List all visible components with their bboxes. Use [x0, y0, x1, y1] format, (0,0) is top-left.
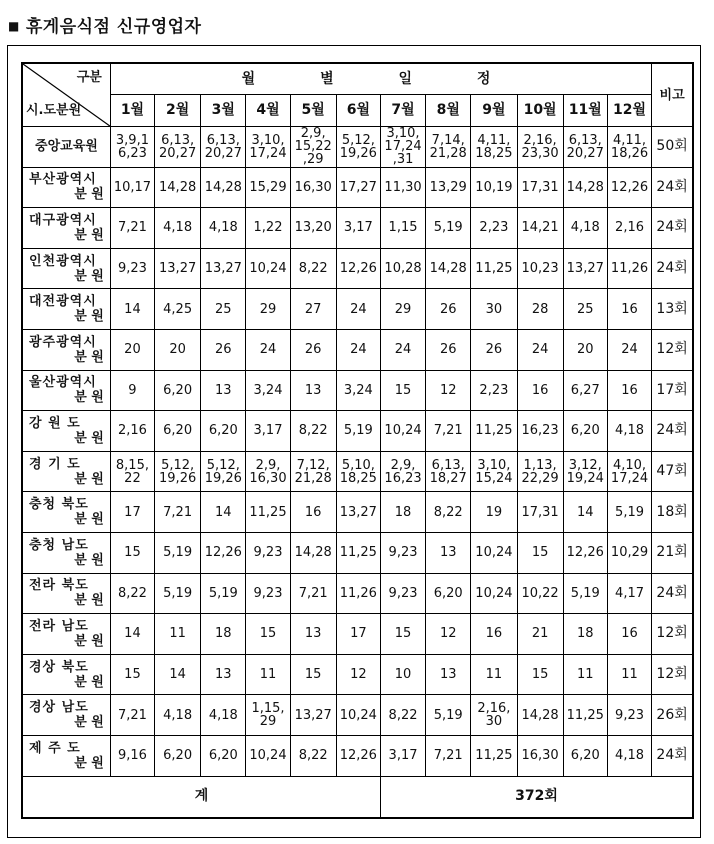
date-cell: 3,10, 17,24 ,31 — [380, 127, 425, 168]
region-suffix: 분 원 — [74, 755, 104, 771]
region-name: 부산광역시 — [29, 172, 97, 188]
date-cell: 18 — [201, 614, 246, 655]
month-header: 12월 — [607, 95, 651, 127]
date-cell: 11 — [246, 654, 290, 695]
date-cell: 2,9, 16,30 — [246, 451, 290, 492]
date-cell: 2,16, 30 — [471, 695, 517, 736]
table-row — [22, 614, 693, 655]
date-cell: 1,13, 22,29 — [517, 451, 563, 492]
date-cell: 13 — [290, 614, 336, 655]
date-cell: 30 — [471, 289, 517, 330]
date-cell: 14 — [110, 614, 154, 655]
date-cell: 8,22 — [290, 735, 336, 776]
month-header: 9월 — [471, 95, 517, 127]
region-cell — [22, 735, 110, 776]
note-cell: 50회 — [652, 127, 693, 168]
region-name: 경상 남도 — [29, 700, 89, 716]
date-cell: 7,12, 21,28 — [290, 451, 336, 492]
date-cell: 9,16 — [110, 735, 154, 776]
date-cell: 10,24 — [246, 735, 290, 776]
date-cell: 4,18 — [155, 208, 201, 249]
date-cell: 12,26 — [201, 532, 246, 573]
date-cell: 12 — [336, 654, 380, 695]
date-cell: 10,22 — [517, 573, 563, 614]
square-bullet-icon: ■ — [8, 19, 20, 33]
date-cell: 13 — [290, 370, 336, 411]
region-name: 인천광역시 — [29, 253, 97, 269]
date-cell: 11,26 — [336, 573, 380, 614]
date-cell: 29 — [246, 289, 290, 330]
date-cell: 3,9,1 6,23 — [110, 127, 154, 168]
date-cell: 2,16, 23,30 — [517, 127, 563, 168]
date-cell: 14,28 — [426, 248, 471, 289]
date-cell: 8,22 — [290, 411, 336, 452]
date-cell: 25 — [201, 289, 246, 330]
table-body — [22, 127, 693, 777]
date-cell: 6,20 — [155, 370, 201, 411]
date-cell: 6,13, 18,27 — [426, 451, 471, 492]
date-cell: 16 — [471, 614, 517, 655]
date-cell: 10,17 — [110, 167, 154, 208]
region-name: 충청 남도 — [29, 537, 89, 553]
date-cell: 8,22 — [426, 492, 471, 533]
date-cell: 11 — [607, 654, 651, 695]
date-cell: 14 — [201, 492, 246, 533]
date-cell: 14 — [110, 289, 154, 330]
table-row — [22, 695, 693, 736]
date-cell: 6,13, 20,27 — [201, 127, 246, 168]
month-header: 2월 — [155, 95, 201, 127]
note-cell: 21회 — [652, 532, 693, 573]
date-cell: 13 — [201, 370, 246, 411]
date-cell: 16 — [607, 614, 651, 655]
date-cell: 16 — [517, 370, 563, 411]
date-cell: 6,20 — [563, 735, 607, 776]
table-row — [22, 127, 693, 168]
date-cell: 24 — [380, 329, 425, 370]
date-cell: 3,24 — [246, 370, 290, 411]
date-cell: 3,10, 17,24 — [246, 127, 290, 168]
date-cell: 14,21 — [517, 208, 563, 249]
region-suffix: 분 원 — [74, 349, 104, 365]
date-cell: 6,20 — [155, 411, 201, 452]
corner-bottom-label: 시.도분원 — [26, 103, 82, 118]
date-cell: 12,26 — [563, 532, 607, 573]
date-cell: 4,18 — [201, 695, 246, 736]
date-cell: 10 — [380, 654, 425, 695]
date-cell: 26 — [426, 329, 471, 370]
date-cell: 13 — [426, 532, 471, 573]
region-name: 경상 북도 — [29, 659, 89, 675]
date-cell: 8,15, 22 — [110, 451, 154, 492]
date-cell: 11 — [155, 614, 201, 655]
date-cell: 12 — [426, 370, 471, 411]
region-cell — [22, 329, 110, 370]
date-cell: 2,16 — [110, 411, 154, 452]
date-cell: 4,18 — [563, 208, 607, 249]
date-cell: 9,23 — [380, 532, 425, 573]
date-cell: 5,19 — [426, 208, 471, 249]
note-cell: 13회 — [652, 289, 693, 330]
date-cell: 14,28 — [201, 167, 246, 208]
region-name: 충청 북도 — [29, 497, 89, 513]
region-name: 강 원 도 — [29, 415, 81, 431]
date-cell: 13,29 — [426, 167, 471, 208]
region-name: 대전광역시 — [29, 294, 97, 310]
date-cell: 14,28 — [290, 532, 336, 573]
region-suffix: 분 원 — [74, 309, 104, 325]
table-row — [22, 735, 693, 776]
date-cell: 9 — [110, 370, 154, 411]
date-cell: 10,24 — [246, 248, 290, 289]
date-cell: 2,23 — [471, 208, 517, 249]
date-cell: 17 — [336, 614, 380, 655]
date-cell: 5,12, 19,26 — [201, 451, 246, 492]
date-cell: 17,31 — [517, 167, 563, 208]
date-cell: 24 — [517, 329, 563, 370]
date-cell: 14 — [563, 492, 607, 533]
date-cell: 24 — [336, 329, 380, 370]
date-cell: 7,21 — [110, 208, 154, 249]
date-cell: 24 — [336, 289, 380, 330]
date-cell: 16,30 — [290, 167, 336, 208]
date-cell: 5,19 — [426, 695, 471, 736]
date-cell: 4,18 — [201, 208, 246, 249]
date-cell: 15 — [110, 532, 154, 573]
region-cell — [22, 127, 110, 168]
table-row — [22, 289, 693, 330]
note-cell: 12회 — [652, 614, 693, 655]
month-header: 11월 — [563, 95, 607, 127]
note-cell: 24회 — [652, 735, 693, 776]
date-cell: 4,10, 17,24 — [607, 451, 651, 492]
date-cell: 13,27 — [336, 492, 380, 533]
date-cell: 13 — [201, 654, 246, 695]
month-header: 6월 — [336, 95, 380, 127]
date-cell: 16 — [290, 492, 336, 533]
date-cell: 1,22 — [246, 208, 290, 249]
date-cell: 3,17 — [380, 735, 425, 776]
region-cell — [22, 411, 110, 452]
region-suffix: 분 원 — [74, 187, 104, 203]
region-suffix: 분 원 — [74, 593, 104, 609]
date-cell: 10,24 — [336, 695, 380, 736]
date-cell: 6,13, 20,27 — [155, 127, 201, 168]
date-cell: 16,23 — [517, 411, 563, 452]
note-cell: 26회 — [652, 695, 693, 736]
note-cell: 12회 — [652, 654, 693, 695]
date-cell: 9,23 — [380, 573, 425, 614]
date-cell: 12,26 — [336, 735, 380, 776]
date-cell: 24 — [607, 329, 651, 370]
date-cell: 19 — [471, 492, 517, 533]
region-name: 제 주 도 — [29, 740, 81, 756]
date-cell: 7,21 — [110, 695, 154, 736]
date-cell: 2,16 — [607, 208, 651, 249]
date-cell: 10,19 — [471, 167, 517, 208]
date-cell: 3,17 — [336, 208, 380, 249]
table-row — [22, 451, 693, 492]
region-cell — [22, 532, 110, 573]
region-suffix: 분 원 — [74, 471, 104, 487]
region-cell — [22, 248, 110, 289]
note-cell: 18회 — [652, 492, 693, 533]
date-cell: 24 — [246, 329, 290, 370]
table-row — [22, 654, 693, 695]
region-suffix: 분 원 — [74, 227, 104, 243]
date-cell: 18 — [380, 492, 425, 533]
date-cell: 10,29 — [607, 532, 651, 573]
date-cell: 6,13, 20,27 — [563, 127, 607, 168]
region-cell — [22, 695, 110, 736]
date-cell: 3,12, 19,24 — [563, 451, 607, 492]
date-cell: 4,18 — [607, 735, 651, 776]
date-cell: 8,22 — [110, 573, 154, 614]
note-cell: 17회 — [652, 370, 693, 411]
date-cell: 8,22 — [380, 695, 425, 736]
table-row — [22, 248, 693, 289]
month-header: 5월 — [290, 95, 336, 127]
date-cell: 15 — [380, 614, 425, 655]
date-cell: 11,25 — [471, 411, 517, 452]
region-suffix: 분 원 — [74, 512, 104, 528]
date-cell: 6,20 — [426, 573, 471, 614]
region-suffix: 분 원 — [74, 633, 104, 649]
date-cell: 10,24 — [471, 573, 517, 614]
date-cell: 7,21 — [155, 492, 201, 533]
date-cell: 16,30 — [517, 735, 563, 776]
date-cell: 5,19 — [201, 573, 246, 614]
date-cell: 13,20 — [290, 208, 336, 249]
date-cell: 11,30 — [380, 167, 425, 208]
date-cell: 6,20 — [155, 735, 201, 776]
date-cell: 2,23 — [471, 370, 517, 411]
date-cell: 4,11, 18,26 — [607, 127, 651, 168]
date-cell: 14 — [155, 654, 201, 695]
total-value: 372회 — [380, 776, 693, 818]
date-cell: 12,26 — [336, 248, 380, 289]
monthly-schedule-header: 월 별 일 정 — [110, 63, 651, 95]
table-row — [22, 492, 693, 533]
table-row — [22, 167, 693, 208]
region-suffix: 분 원 — [74, 390, 104, 406]
month-header: 3월 — [201, 95, 246, 127]
date-cell: 6,20 — [563, 411, 607, 452]
date-cell: 4,11, 18,25 — [471, 127, 517, 168]
month-header-row — [22, 95, 693, 127]
note-cell: 24회 — [652, 248, 693, 289]
date-cell: 20 — [563, 329, 607, 370]
date-cell: 15,29 — [246, 167, 290, 208]
region-name: 전라 남도 — [29, 618, 89, 634]
date-cell: 25 — [563, 289, 607, 330]
date-cell: 15 — [380, 370, 425, 411]
region-cell — [22, 370, 110, 411]
month-header: 10월 — [517, 95, 563, 127]
region-name: 광주광역시 — [29, 334, 97, 350]
date-cell: 20 — [155, 329, 201, 370]
date-cell: 5,12, 19,26 — [155, 451, 201, 492]
region-name: 경 기 도 — [29, 456, 81, 472]
note-cell: 24회 — [652, 167, 693, 208]
date-cell: 5,19 — [336, 411, 380, 452]
date-cell: 14,28 — [517, 695, 563, 736]
date-cell: 11,25 — [471, 735, 517, 776]
date-cell: 9,23 — [110, 248, 154, 289]
date-cell: 3,24 — [336, 370, 380, 411]
date-cell: 5,12, 19,26 — [336, 127, 380, 168]
date-cell: 9,23 — [246, 532, 290, 573]
date-cell: 29 — [380, 289, 425, 330]
date-cell: 21 — [517, 614, 563, 655]
date-cell: 15 — [246, 614, 290, 655]
region-suffix: 분 원 — [74, 552, 104, 568]
date-cell: 3,10, 15,24 — [471, 451, 517, 492]
date-cell: 26 — [471, 329, 517, 370]
month-header: 7월 — [380, 95, 425, 127]
page-title-text: 휴게음식점 신규영업자 — [25, 17, 202, 37]
date-cell: 26 — [290, 329, 336, 370]
date-cell: 11,25 — [246, 492, 290, 533]
date-cell: 4,18 — [607, 411, 651, 452]
date-cell: 2,9, 15,22 ,29 — [290, 127, 336, 168]
region-cell — [22, 167, 110, 208]
date-cell: 5,19 — [563, 573, 607, 614]
date-cell: 10,23 — [517, 248, 563, 289]
total-label: 계 — [22, 776, 380, 818]
date-cell: 11 — [471, 654, 517, 695]
date-cell: 9,23 — [246, 573, 290, 614]
date-cell: 15 — [290, 654, 336, 695]
date-cell: 13,27 — [155, 248, 201, 289]
date-cell: 26 — [426, 289, 471, 330]
date-cell: 1,15, 29 — [246, 695, 290, 736]
date-cell: 10,24 — [380, 411, 425, 452]
table-row — [22, 208, 693, 249]
table-row — [22, 370, 693, 411]
region-name: 중앙교육원 — [35, 139, 98, 155]
date-cell: 4,17 — [607, 573, 651, 614]
date-cell: 17,27 — [336, 167, 380, 208]
note-cell: 12회 — [652, 329, 693, 370]
date-cell: 27 — [290, 289, 336, 330]
region-suffix: 분 원 — [74, 674, 104, 690]
date-cell: 7,14, 21,28 — [426, 127, 471, 168]
date-cell: 6,20 — [201, 411, 246, 452]
table-row — [22, 532, 693, 573]
date-cell: 12,26 — [607, 167, 651, 208]
region-cell — [22, 492, 110, 533]
region-cell — [22, 573, 110, 614]
date-cell: 15 — [517, 532, 563, 573]
date-cell: 16 — [607, 289, 651, 330]
schedule-table — [21, 62, 694, 819]
region-suffix: 분 원 — [74, 715, 104, 731]
date-cell: 14,28 — [563, 167, 607, 208]
region-name: 대구광역시 — [29, 212, 97, 228]
date-cell: 26 — [201, 329, 246, 370]
total-row — [22, 776, 693, 818]
date-cell: 2,9, 16,23 — [380, 451, 425, 492]
month-header: 1월 — [110, 95, 154, 127]
note-cell: 24회 — [652, 208, 693, 249]
note-cell: 47회 — [652, 451, 693, 492]
date-cell: 17 — [110, 492, 154, 533]
date-cell: 11,25 — [563, 695, 607, 736]
date-cell: 7,21 — [290, 573, 336, 614]
corner-top-label: 구분 — [76, 70, 102, 85]
date-cell: 1,15 — [380, 208, 425, 249]
table-row — [22, 573, 693, 614]
region-cell — [22, 654, 110, 695]
note-cell: 24회 — [652, 411, 693, 452]
date-cell: 5,19 — [155, 532, 201, 573]
region-cell — [22, 208, 110, 249]
note-header: 비고 — [652, 63, 693, 127]
date-cell: 11,25 — [471, 248, 517, 289]
date-cell: 13,27 — [201, 248, 246, 289]
date-cell: 13 — [426, 654, 471, 695]
date-cell: 8,22 — [290, 248, 336, 289]
date-cell: 15 — [517, 654, 563, 695]
date-cell: 15 — [110, 654, 154, 695]
date-cell: 7,21 — [426, 411, 471, 452]
date-cell: 14,28 — [155, 167, 201, 208]
date-cell: 5,10, 18,25 — [336, 451, 380, 492]
region-suffix: 분 원 — [74, 430, 104, 446]
corner-header — [22, 63, 110, 127]
region-name: 울산광역시 — [29, 375, 97, 391]
region-name: 전라 북도 — [29, 578, 89, 594]
month-header: 8월 — [426, 95, 471, 127]
date-cell: 17,31 — [517, 492, 563, 533]
region-cell — [22, 451, 110, 492]
date-cell: 11 — [563, 654, 607, 695]
date-cell: 16 — [607, 370, 651, 411]
region-suffix: 분 원 — [74, 268, 104, 284]
date-cell: 18 — [563, 614, 607, 655]
date-cell: 11,25 — [336, 532, 380, 573]
date-cell: 9,23 — [607, 695, 651, 736]
date-cell: 10,28 — [380, 248, 425, 289]
date-cell: 4,18 — [155, 695, 201, 736]
note-cell: 24회 — [652, 573, 693, 614]
page-title — [8, 12, 201, 37]
date-cell: 13,27 — [290, 695, 336, 736]
date-cell: 3,17 — [246, 411, 290, 452]
date-cell: 4,25 — [155, 289, 201, 330]
region-cell — [22, 289, 110, 330]
date-cell: 6,20 — [201, 735, 246, 776]
date-cell: 12 — [426, 614, 471, 655]
table-row — [22, 411, 693, 452]
date-cell: 5,19 — [607, 492, 651, 533]
date-cell: 5,19 — [155, 573, 201, 614]
region-cell — [22, 614, 110, 655]
date-cell: 13,27 — [563, 248, 607, 289]
date-cell: 28 — [517, 289, 563, 330]
date-cell: 10,24 — [471, 532, 517, 573]
month-header: 4월 — [246, 95, 290, 127]
table-row — [22, 329, 693, 370]
date-cell: 6,27 — [563, 370, 607, 411]
date-cell: 20 — [110, 329, 154, 370]
date-cell: 11,26 — [607, 248, 651, 289]
date-cell: 7,21 — [426, 735, 471, 776]
